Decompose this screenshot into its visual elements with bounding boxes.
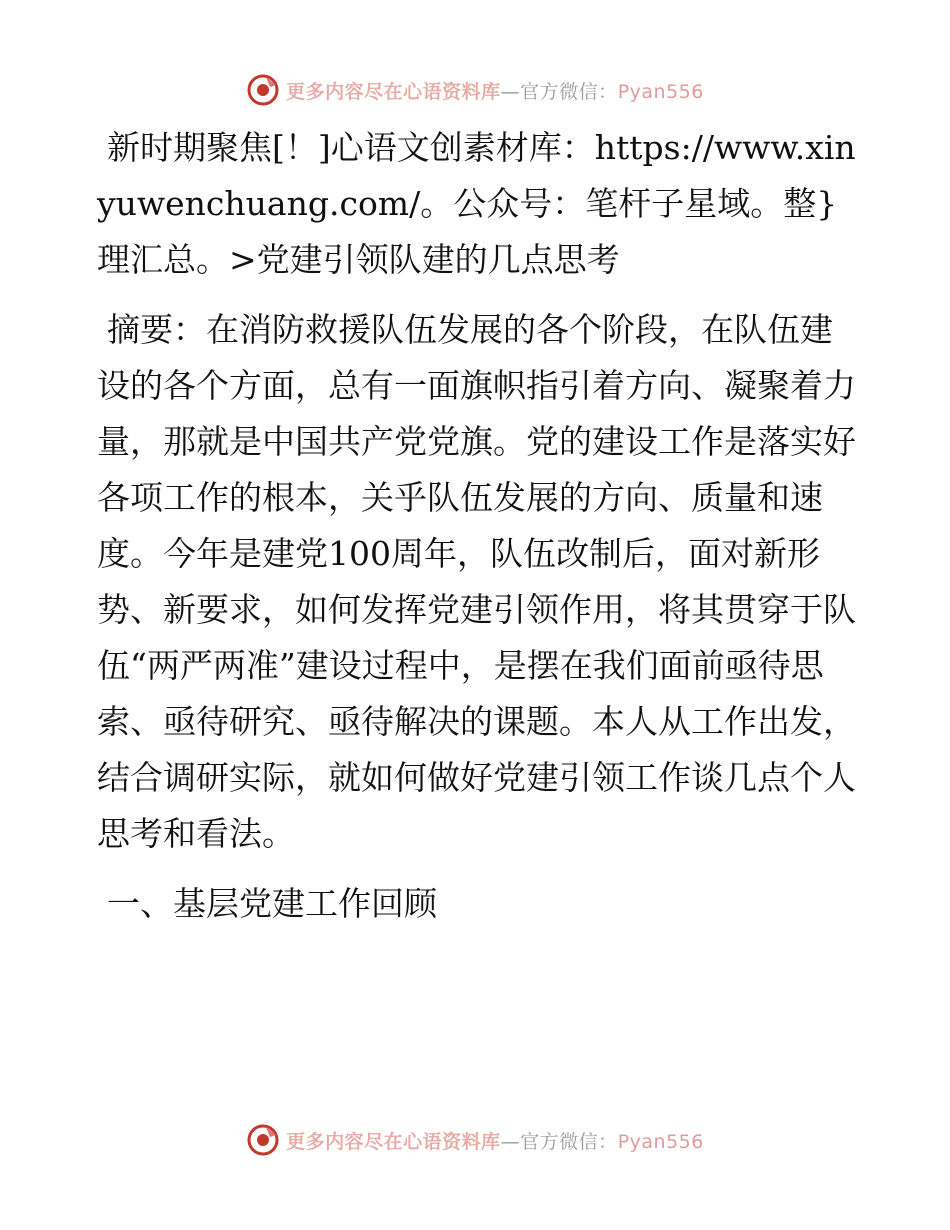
footer-separator: — [500, 1130, 521, 1153]
intro-paragraph: 新时期聚焦[！]心语文创素材库：https://www.xinyuwenchuang.com/。公众号：笔杆子星域。整}理汇总。>党建引领队建的几点思考 [97, 128, 856, 279]
logo-icon [246, 73, 280, 107]
footer-wechat-label: 官方微信： [520, 1130, 618, 1153]
header-wechat-label: 官方微信： [520, 80, 618, 103]
header-banner-text [286, 77, 704, 104]
footer-banner [0, 1120, 950, 1160]
footer-brand: 更多内容尽在心语资料库 [286, 1130, 501, 1153]
header-account: Pyan556 [617, 80, 704, 103]
footer-account: Pyan556 [617, 1130, 704, 1153]
header-brand: 更多内容尽在心语资料库 [286, 80, 501, 103]
logo-icon [246, 1123, 280, 1157]
section-heading: 一、基层党建工作回顾 [107, 884, 437, 923]
document-body [97, 120, 857, 932]
header-banner [0, 70, 950, 110]
footer-banner-text [286, 1127, 704, 1154]
header-separator: — [500, 80, 521, 103]
abstract-paragraph: 摘要：在消防救援队伍发展的各个阶段，在队伍建设的各个方面，总有一面旗帜指引着方向、凝聚着力量，那就是中国共产党党旗。党的建设工作是落实好各项工作的根本，关乎队伍发展的方向、质量和速度。今年是建党100周年，队伍改制后，面对新形势、新要求，如何发挥党建引领作用，将其贯穿于队伍“两严两准”建设过程中，是摆在我们面前亟待思索、亟待研究、亟待解决的课题。本人从工作出发，结合调研实际，就如何做好党建引领工作谈几点个人思考和看法。 [97, 310, 856, 853]
